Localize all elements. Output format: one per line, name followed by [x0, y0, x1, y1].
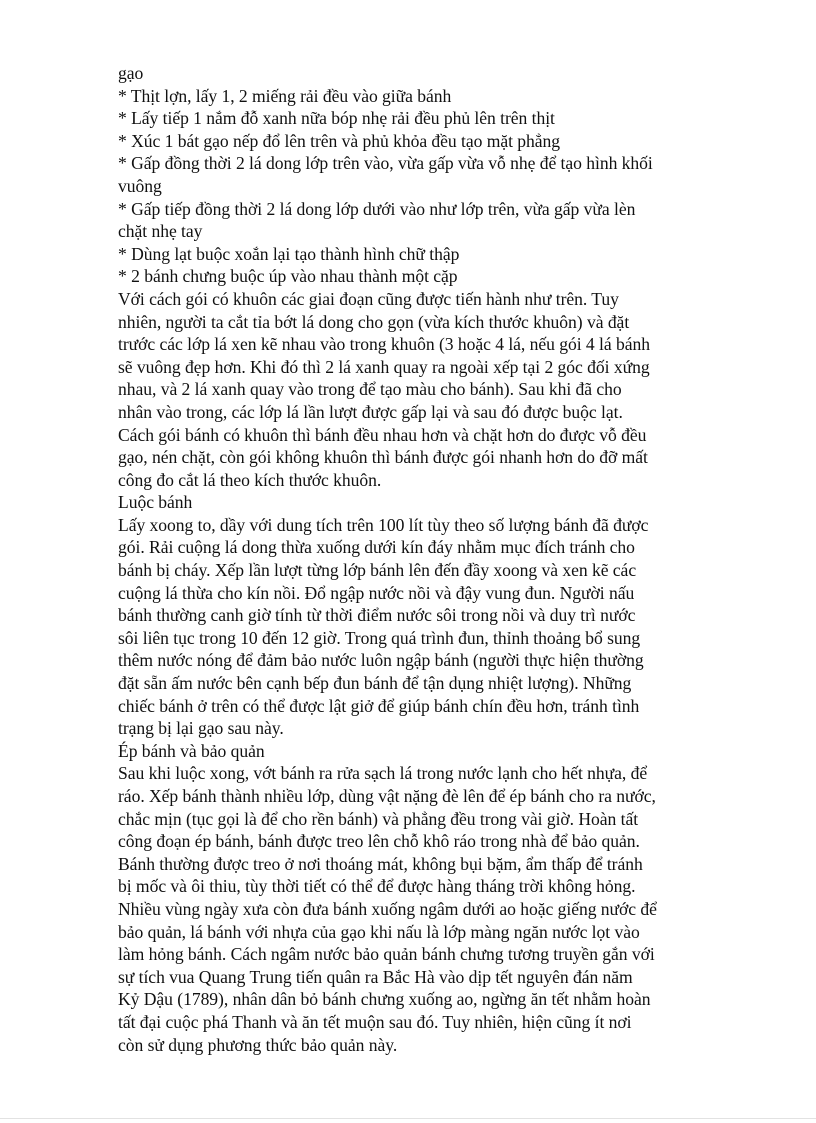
paragraph-line: chiếc bánh ở trên có thể được lật giở để giúp bánh chín đều hơn, tránh tình	[118, 695, 640, 716]
paragraph-line: tất đại cuộc phá Thanh và ăn tết muộn sau đó. Tuy nhiên, hiện cũng ít nơi	[118, 1011, 632, 1032]
text-line: vuông	[118, 175, 162, 196]
section-heading-boiling: Luộc bánh	[118, 492, 193, 513]
paragraph-line: bị mốc và ôi thiu, tùy thời tiết có thể để được hàng tháng trời không hỏng.	[118, 876, 636, 897]
paragraph-line: công đoạn ép bánh, bánh được treo lên chỗ khô ráo trong nhà để bảo quản.	[118, 831, 640, 852]
paragraph-line: làm hỏng bánh. Cách ngâm nước bảo quản bánh chưng tương truyền gắn với	[118, 944, 655, 965]
list-item-pork: * Thịt lợn, lấy 1, 2 miếng rải đều vào giữa bánh	[118, 85, 452, 106]
paragraph-line: cuộng lá thừa cho kín nồi. Đổ ngập nước nồi và đậy vung đun. Người nấu	[118, 582, 635, 603]
paragraph-line: đặt sẵn ấm nước bên cạnh bếp đun bánh để tận dụng nhiệt lượng). Những	[118, 673, 632, 694]
paragraph-line: Lấy xoong to, dầy với dung tích trên 100 lít tùy theo số lượng bánh đã được	[118, 514, 649, 535]
paragraph-line: bánh thường canh giờ tính từ thời điểm nước sôi trong nồi và duy trì nước	[118, 605, 636, 626]
paragraph-line: Kỷ Dậu (1789), nhân dân bỏ bánh chưng xuống ao, ngừng ăn tết nhằm hoàn	[118, 989, 651, 1010]
paragraph-line: Sau khi luộc xong, vớt bánh ra rửa sạch lá trong nước lạnh cho hết nhựa, để	[118, 763, 648, 784]
list-item-pair: * 2 bánh chưng buộc úp vào nhau thành một cặp	[118, 266, 458, 287]
page-bottom-rule	[0, 1118, 816, 1119]
paragraph-line: chắc mịn (tục gọi là để cho rền bánh) và phẳng đều trong vài giờ. Hoàn tất	[118, 808, 639, 829]
paragraph-line: sôi liên tục trong 10 đến 12 giờ. Trong quá trình đun, thỉnh thoảng bổ sung	[118, 627, 641, 648]
list-item-tie: * Dùng lạt buộc xoắn lại tạo thành hình chữ thập	[118, 243, 460, 264]
paragraph-line: Cách gói bánh có khuôn thì bánh đều nhau hơn và chặt hơn do được vỗ đều	[118, 424, 647, 445]
paragraph-line: Bánh thường được treo ở nơi thoáng mát, không bụi bặm, ẩm thấp để tránh	[118, 853, 643, 874]
list-item-mung-bean: * Lấy tiếp 1 nắm đỗ xanh nữa bóp nhẹ rải đều phủ lên trên thịt	[118, 108, 555, 129]
paragraph-line: Với cách gói có khuôn các giai đoạn cũng được tiến hành như trên. Tuy	[118, 288, 619, 309]
paragraph-line: thêm nước nóng để đảm bảo nước luôn ngập bánh (người thực hiện thường	[118, 650, 644, 671]
paragraph-line: Nhiều vùng ngày xưa còn đưa bánh xuống ngâm dưới ao hoặc giếng nước để	[118, 898, 657, 919]
paragraph-line: nhiên, người ta cắt tỉa bớt lá dong cho gọn (vừa kích thước khuôn) và đặt	[118, 311, 630, 332]
list-item-fold-bottom: * Gấp tiếp đồng thời 2 lá dong lớp dưới vào như lớp trên, vừa gấp vừa lèn	[118, 198, 636, 219]
text-line: gạo	[118, 63, 144, 83]
paragraph-line: gói. Rải cuộng lá dong thừa xuống dưới kín đáy nhằm mục đích tránh cho	[118, 537, 635, 558]
paragraph-line: nhân vào trong, các lớp lá lần lượt được gấp lại và sau đó được buộc lạt.	[118, 401, 623, 422]
document-page	[118, 62, 708, 1056]
paragraph-line: trước các lớp lá xen kẽ nhau vào trong khuôn (3 hoặc 4 lá, nếu gói 4 lá bánh	[118, 334, 650, 355]
list-item-fold-top: * Gấp đồng thời 2 lá dong lớp trên vào, vừa gấp vừa vỗ nhẹ để tạo hình khối	[118, 153, 653, 174]
paragraph-line: trạng bị lại gạo sau này.	[118, 718, 284, 739]
paragraph-line: sẽ vuông đẹp hơn. Khi đó thì 2 lá xanh quay ra ngoài xếp tại 2 góc đối xứng	[118, 356, 650, 377]
section-heading-pressing: Ép bánh và bảo quản	[118, 740, 265, 761]
paragraph-line: bánh bị cháy. Xếp lần lượt từng lớp bánh lên đến đầy xoong và xen kẽ các	[118, 560, 637, 581]
list-item-rice: * Xúc 1 bát gạo nếp đổ lên trên và phủ khỏa đều tạo mặt phẳng	[118, 130, 561, 151]
paragraph-line: gạo, nén chặt, còn gói không khuôn thì bánh được gói nhanh hơn do đỡ mất	[118, 447, 648, 468]
paragraph-line: ráo. Xếp bánh thành nhiều lớp, dùng vật nặng đè lên để ép bánh cho ra nước,	[118, 786, 656, 806]
paragraph-line: bảo quản, lá bánh với nhựa của gạo khi nấu là lớp màng ngăn nước lọt vào	[118, 921, 640, 942]
paragraph-line: sự tích vua Quang Trung tiến quân ra Bắc Hà vào dịp tết nguyên đán năm	[118, 966, 633, 987]
text-line: chặt nhẹ tay	[118, 221, 203, 242]
paragraph-line: công đo cắt lá theo kích thước khuôn.	[118, 469, 382, 490]
paragraph-line: còn sử dụng phương thức bảo quản này.	[118, 1034, 398, 1055]
paragraph-line: nhau, và 2 lá xanh quay vào trong để tạo màu cho bánh). Sau khi đã cho	[118, 379, 622, 400]
